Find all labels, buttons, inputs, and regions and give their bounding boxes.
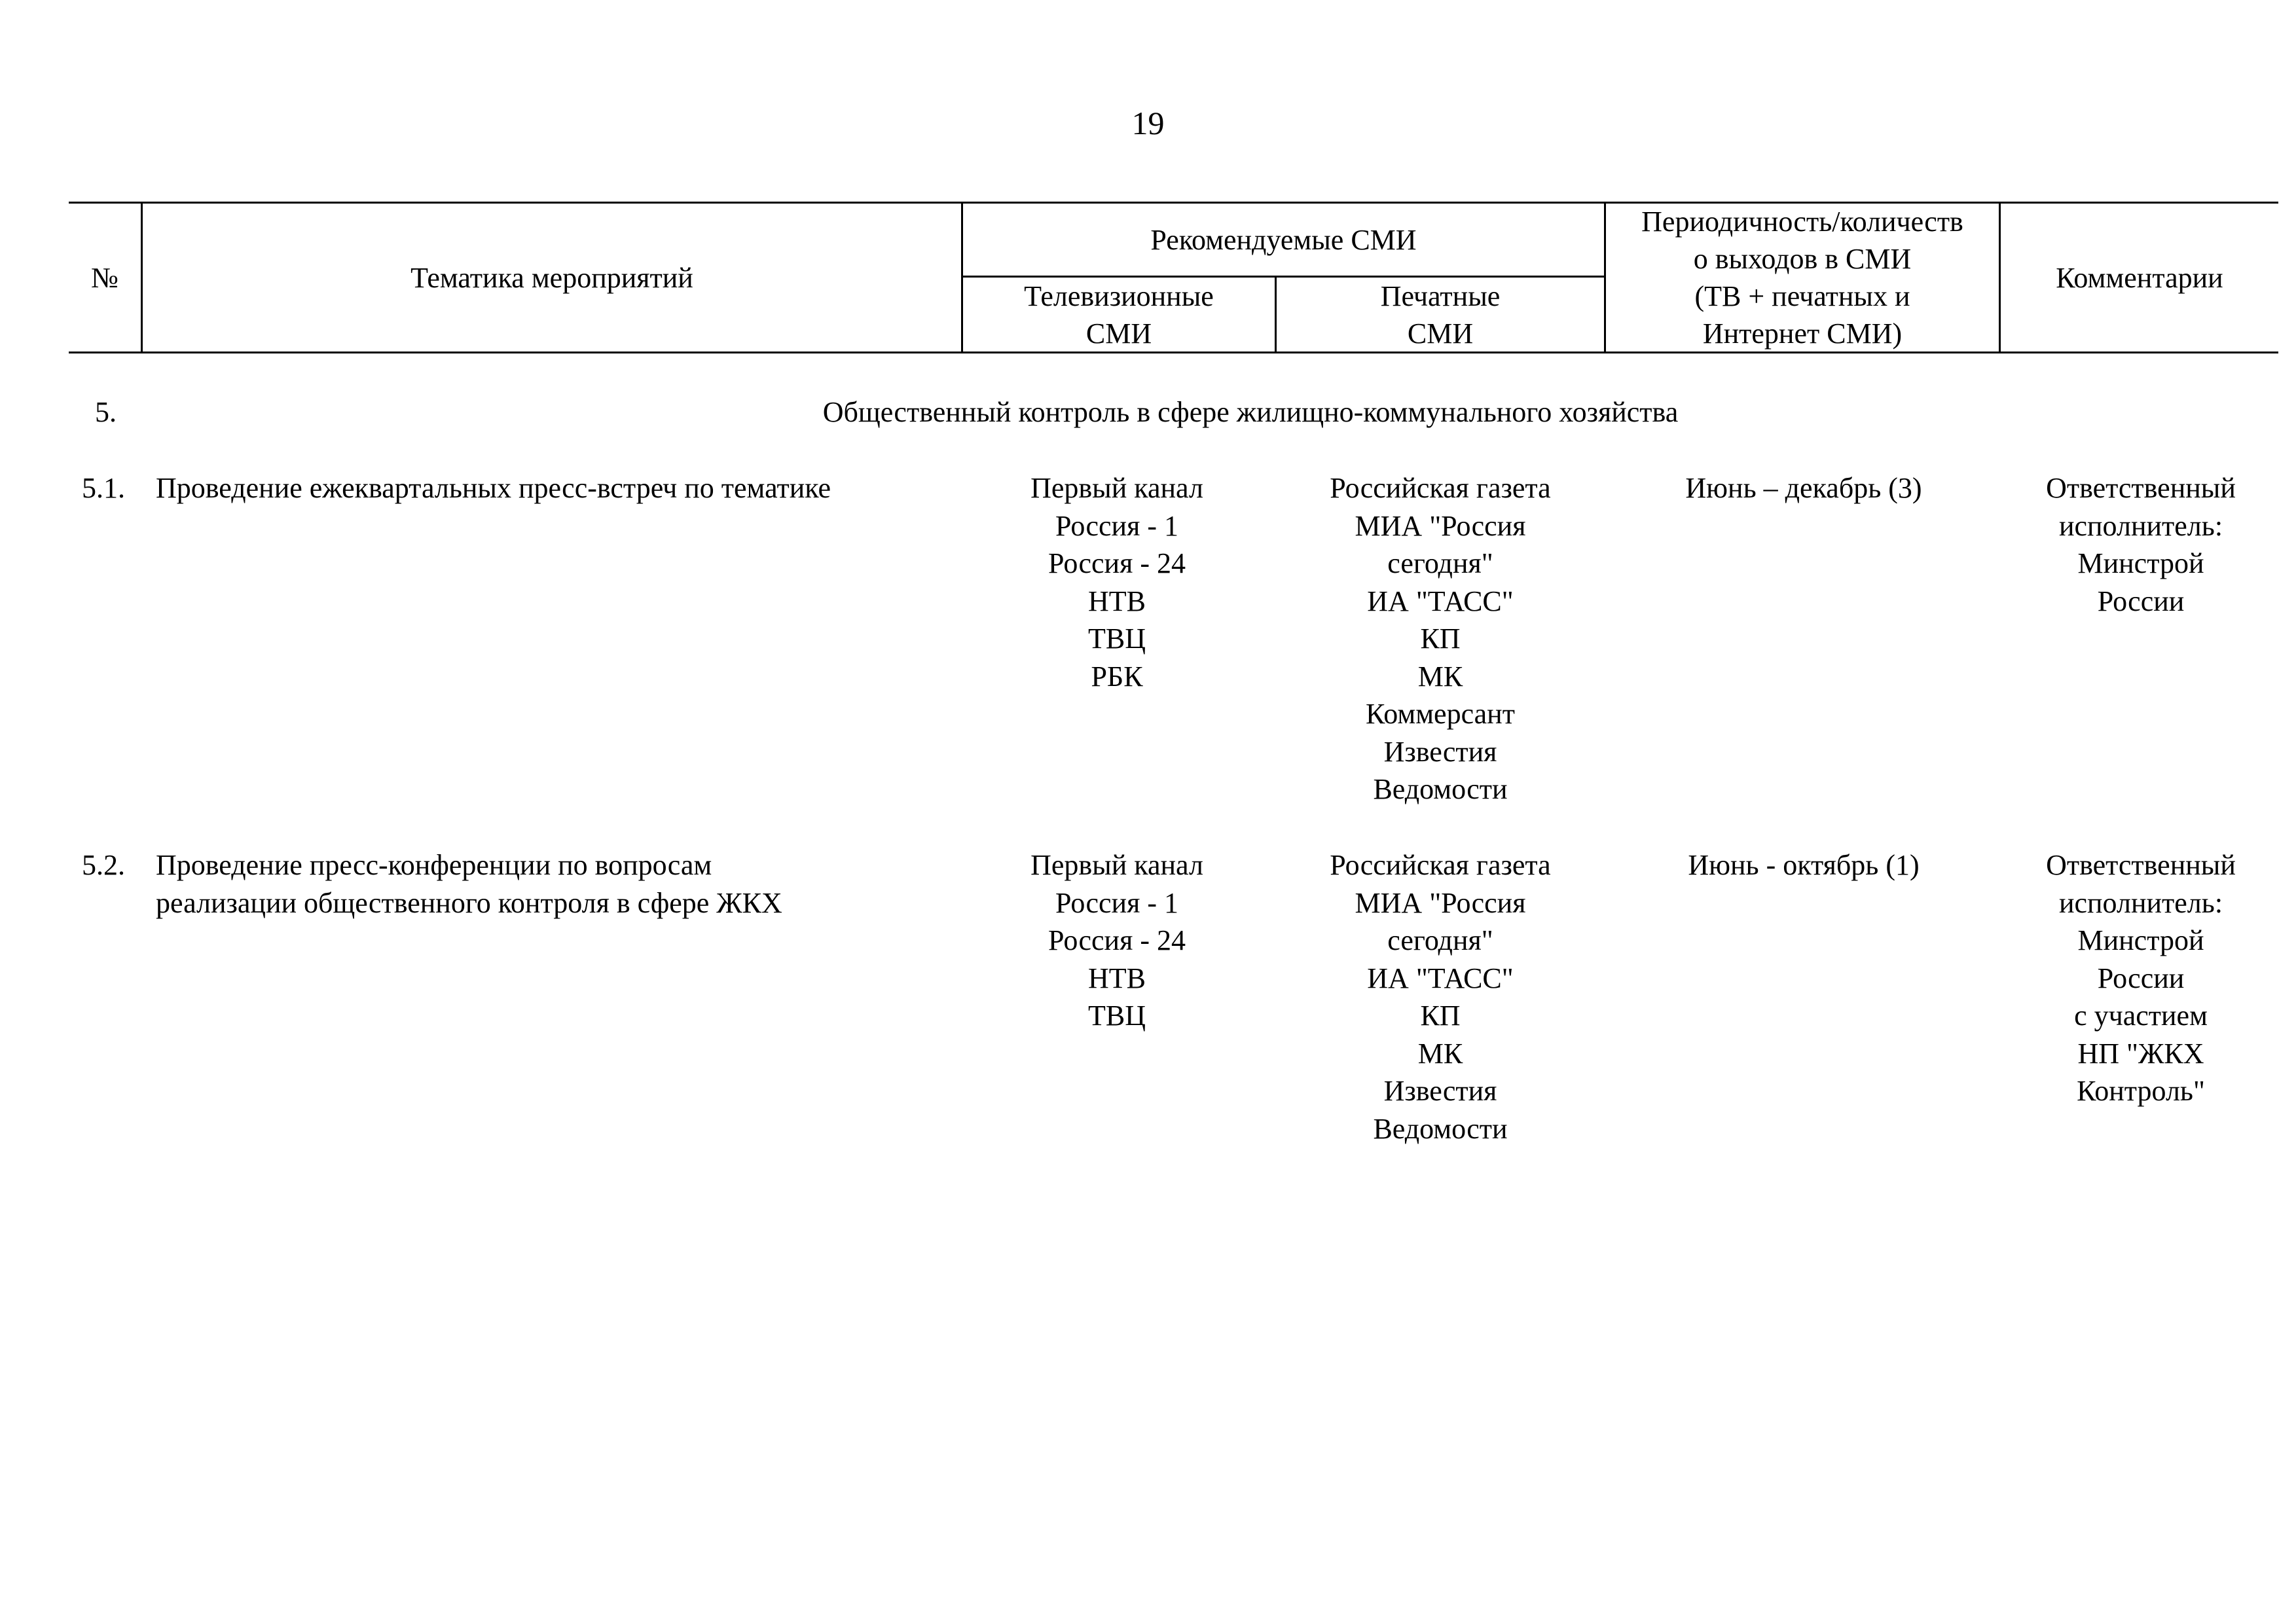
header-recommended-media: Рекомендуемые СМИ (1150, 223, 1417, 256)
tv-channel: Россия - 24 (1048, 547, 1186, 579)
row-comments (2010, 846, 2272, 1110)
row-periodicity: Июнь – декабрь (3) (1685, 472, 1922, 504)
print-outlet: Ведомости (1373, 1112, 1508, 1145)
comment-line: Ответственный (2046, 849, 2236, 881)
comment-line: исполнитель: (2058, 509, 2223, 542)
print-outlet: сегодня" (1387, 547, 1493, 579)
row-tv-media (960, 846, 1274, 1035)
row-number: 5.1. (82, 472, 125, 504)
print-outlet: ИА "ТАСС" (1367, 585, 1514, 617)
print-outlet: МК (1417, 660, 1463, 693)
print-outlet: МК (1417, 1037, 1463, 1070)
topic-line: реализации общественного контроля в сфере ЖКХ (156, 886, 782, 919)
comment-line: Минстрой (2077, 924, 2204, 956)
topic-line: Проведение пресс-конференции по вопросам (156, 849, 712, 881)
print-outlet: МИА "Россия (1355, 509, 1526, 542)
header-print-media-line: СМИ (1407, 317, 1474, 350)
page-number: 19 (1131, 105, 1165, 141)
header-periodicity (1606, 204, 1999, 352)
tv-channel: НТВ (1088, 962, 1146, 994)
row-comments (2010, 469, 2272, 620)
tv-channel: Россия - 24 (1048, 924, 1186, 956)
tv-channel: ТВЦ (1088, 623, 1146, 655)
tv-channel: РБК (1091, 660, 1143, 693)
tv-channel: НТВ (1088, 585, 1146, 617)
comment-line: Контроль" (2077, 1075, 2205, 1107)
print-outlet: КП (1420, 1000, 1461, 1032)
row-topic (156, 846, 782, 922)
row-print-media (1277, 469, 1604, 808)
header-print-media (1277, 278, 1604, 352)
header-print-media-line: Печатные (1380, 280, 1501, 312)
print-outlet: ИА "ТАСС" (1367, 962, 1514, 994)
comment-line: с участием (2074, 1000, 2208, 1032)
table-header (69, 202, 2278, 353)
header-topic: Тематика мероприятий (410, 261, 693, 294)
row-tv-media (960, 469, 1274, 695)
row-topic: Проведение ежеквартальных пресс-встреч по тематике (156, 472, 831, 504)
comment-line: НП "ЖКХ (2077, 1037, 2204, 1070)
comment-line: России (2097, 962, 2185, 994)
print-outlet: Известия (1383, 1075, 1497, 1107)
comment-line: Минстрой (2077, 547, 2204, 579)
header-comments: Комментарии (2056, 261, 2223, 294)
print-outlet: Известия (1383, 735, 1497, 768)
tv-channel: Россия - 1 (1055, 509, 1178, 542)
header-tv-media-line: СМИ (1085, 317, 1152, 350)
print-outlet: Коммерсант (1366, 698, 1515, 730)
print-outlet: КП (1420, 623, 1461, 655)
header-periodicity-line: (ТВ + печатных и (1694, 280, 1910, 312)
header-periodicity-line: о выходов в СМИ (1693, 243, 1912, 275)
tv-channel: Первый канал (1030, 849, 1203, 881)
header-tv-media (963, 278, 1275, 352)
row-number: 5.2. (82, 849, 125, 881)
print-outlet: Российская газета (1330, 849, 1551, 881)
print-outlet: МИА "Россия (1355, 886, 1526, 919)
tv-channel: Первый канал (1030, 472, 1203, 504)
tv-channel: Россия - 1 (1055, 886, 1178, 919)
row-print-media (1277, 846, 1604, 1147)
section-number: 5. (95, 396, 117, 428)
print-outlet: сегодня" (1387, 924, 1493, 956)
tv-channel: ТВЦ (1088, 1000, 1146, 1032)
print-outlet: Российская газета (1330, 472, 1551, 504)
header-tv-media-line: Телевизионные (1024, 280, 1214, 312)
comment-line: Ответственный (2046, 472, 2236, 504)
print-outlet: Ведомости (1373, 773, 1508, 805)
header-number: № (91, 261, 118, 294)
section-title: Общественный контроль в сфере жилищно-коммунального хозяйства (822, 396, 1679, 428)
comment-line: России (2097, 585, 2185, 617)
header-periodicity-line: Периодичность/количеств (1641, 206, 1963, 238)
header-periodicity-line: Интернет СМИ) (1702, 317, 1903, 350)
row-periodicity: Июнь - октябрь (1) (1688, 849, 1920, 881)
comment-line: исполнитель: (2058, 886, 2223, 919)
